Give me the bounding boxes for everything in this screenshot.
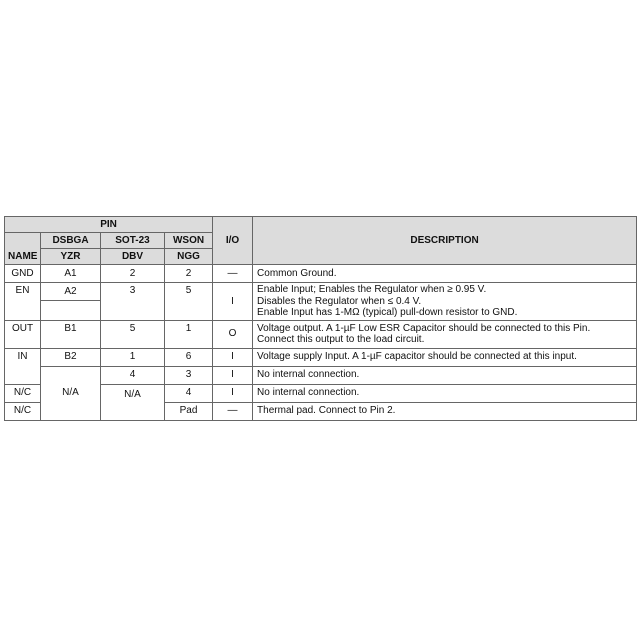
table-row bbox=[5, 366, 637, 384]
pin-name: EN bbox=[5, 283, 41, 321]
table-header bbox=[5, 217, 637, 265]
pin-io: O bbox=[213, 320, 253, 348]
pin-yzr: B1 bbox=[41, 320, 101, 348]
table-row bbox=[5, 348, 637, 366]
pin-dbv: 4 bbox=[101, 366, 165, 384]
pin-ngg: Pad bbox=[165, 402, 213, 420]
pin-ngg: 2 bbox=[165, 265, 213, 283]
description-line: Enable Input; Enables the Regulator when ≥ 0.95 V. bbox=[257, 284, 487, 295]
table-row bbox=[5, 265, 637, 283]
header-name: NAME bbox=[5, 233, 41, 265]
pin-description: Voltage supply Input. A 1-µF capacitor should be connected at this input. bbox=[253, 348, 637, 366]
header-ngg: NGG bbox=[165, 249, 213, 265]
pin-description: Thermal pad. Connect to Pin 2. bbox=[253, 402, 637, 420]
header-pin: PIN bbox=[5, 217, 213, 233]
header-sot23: SOT-23 bbox=[101, 233, 165, 249]
pin-io: I bbox=[213, 283, 253, 321]
pin-yzr: A1 bbox=[41, 265, 101, 283]
pin-description bbox=[253, 283, 637, 321]
description-line: Connect this output to the load circuit. bbox=[257, 334, 425, 345]
pin-io: I bbox=[213, 366, 253, 384]
pin-description bbox=[253, 320, 637, 348]
pin-io: I bbox=[213, 384, 253, 402]
pin-yzr: N/A bbox=[41, 366, 101, 420]
pin-ngg: 5 bbox=[165, 283, 213, 321]
pin-io: — bbox=[213, 402, 253, 420]
pin-dbv: N/A bbox=[101, 384, 165, 420]
description-line: Voltage output. A 1-µF Low ESR Capacitor should be connected to this Pin. bbox=[257, 322, 591, 334]
table-row bbox=[5, 320, 637, 348]
pin-ngg: 3 bbox=[165, 366, 213, 384]
pin-dbv: 3 bbox=[101, 283, 165, 321]
pin-yzr: A2 bbox=[41, 283, 101, 301]
pin-name: OUT bbox=[5, 320, 41, 348]
pin-yzr: B2 bbox=[41, 348, 101, 366]
pin-description: No internal connection. bbox=[253, 366, 637, 384]
header-yzr: YZR bbox=[41, 249, 101, 265]
pin-yzr-empty bbox=[41, 300, 101, 320]
pin-ngg: 1 bbox=[165, 320, 213, 348]
pin-ngg: 4 bbox=[165, 384, 213, 402]
table-row bbox=[5, 283, 637, 301]
pin-io: I bbox=[213, 348, 253, 366]
description-line: Disables the Regulator when ≤ 0.4 V. bbox=[257, 295, 422, 307]
pin-ngg: 6 bbox=[165, 348, 213, 366]
pin-dbv: 5 bbox=[101, 320, 165, 348]
header-dsbga: DSBGA bbox=[41, 233, 101, 249]
pin-dbv: 1 bbox=[101, 348, 165, 366]
description-line: Enable Input has 1-MΩ (typical) pull-down resistor to GND. bbox=[257, 307, 518, 318]
header-dbv: DBV bbox=[101, 249, 165, 265]
pin-configuration-table bbox=[4, 216, 637, 421]
pin-name: GND bbox=[5, 265, 41, 283]
pin-io: — bbox=[213, 265, 253, 283]
header-wson: WSON bbox=[165, 233, 213, 249]
pin-description: Common Ground. bbox=[253, 265, 637, 283]
pin-name: N/C bbox=[5, 402, 41, 420]
pin-name: IN bbox=[5, 348, 41, 384]
header-io: I/O bbox=[213, 217, 253, 265]
pin-description: No internal connection. bbox=[253, 384, 637, 402]
pin-dbv: 2 bbox=[101, 265, 165, 283]
pin-name: N/C bbox=[5, 384, 41, 402]
header-description: DESCRIPTION bbox=[253, 217, 637, 265]
